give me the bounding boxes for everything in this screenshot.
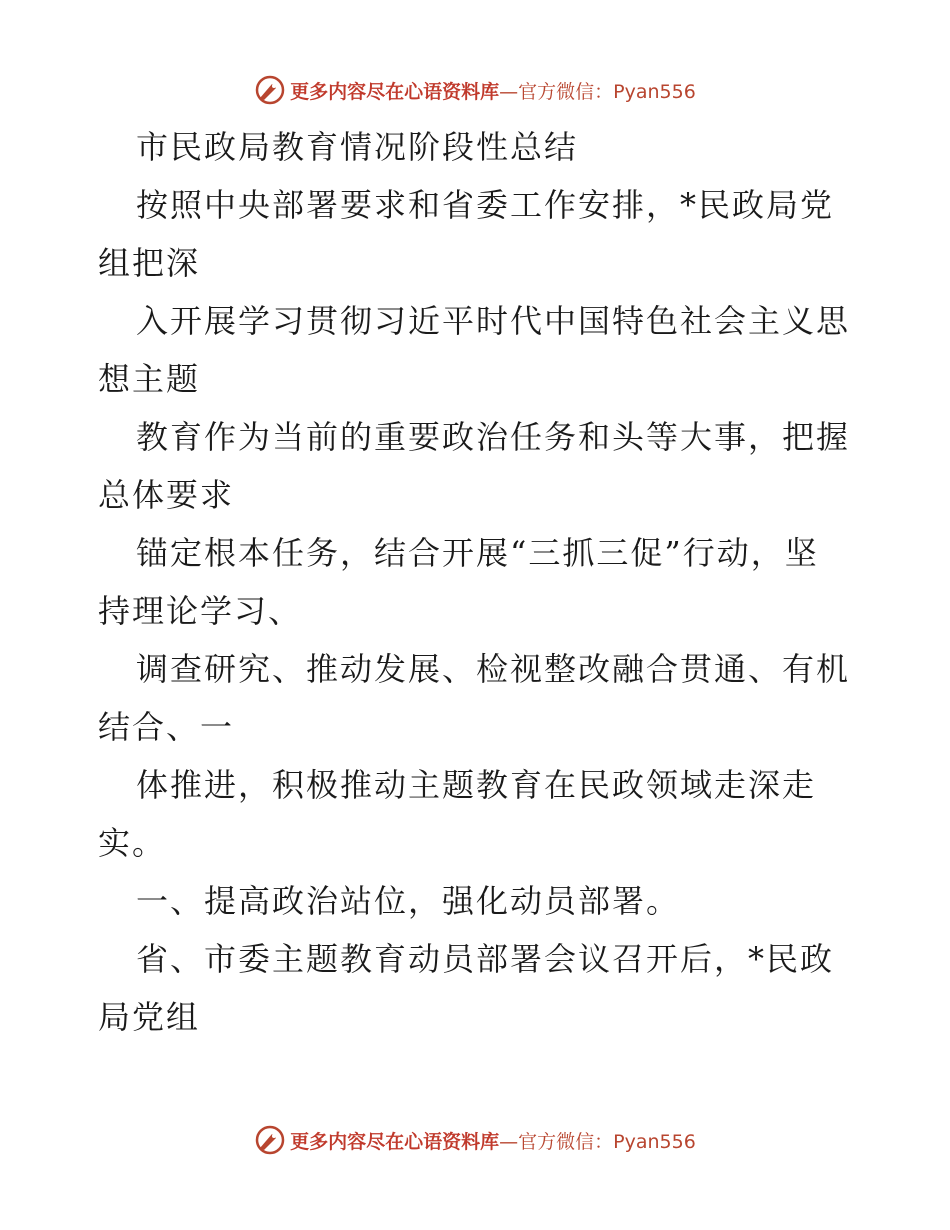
paragraph-line: 体推进，积极推动主题教育在民政领域走深走 bbox=[136, 766, 817, 804]
watermark-wechat: 官方微信：Pyan556 bbox=[518, 1130, 696, 1153]
watermark-brand: 更多内容尽在心语资料库 bbox=[290, 80, 500, 103]
section-heading: 一、提高政治站位，强化动员部署。 bbox=[136, 882, 681, 920]
paragraph-line: 局党组 bbox=[98, 998, 201, 1036]
watermark-dash: — bbox=[499, 80, 519, 103]
watermark-text bbox=[290, 1127, 696, 1154]
document-body bbox=[98, 118, 858, 1046]
watermark-dash: — bbox=[499, 1130, 519, 1153]
paragraph-line: 持理论学习、 bbox=[98, 592, 303, 630]
paragraph-line: 调查研究、推动发展、检视整改融合贯通、有机 bbox=[136, 650, 851, 688]
pen-nib-logo-icon bbox=[254, 74, 286, 106]
document-title: 市民政局教育情况阶段性总结 bbox=[136, 128, 579, 166]
header-watermark bbox=[0, 70, 950, 110]
paragraph-line: 入开展学习贯彻习近平时代中国特色社会主义思 bbox=[136, 302, 851, 340]
paragraph-line: 总体要求 bbox=[98, 476, 235, 514]
watermark-text bbox=[290, 77, 696, 104]
paragraph-line: 省、市委主题教育动员部署会议召开后，*民政 bbox=[136, 940, 835, 978]
paragraph-line: 教育作为当前的重要政治任务和头等大事，把握 bbox=[136, 418, 851, 456]
footer-watermark bbox=[0, 1120, 950, 1160]
paragraph-line: 结合、一 bbox=[98, 708, 235, 746]
paragraph-line: 组把深 bbox=[98, 244, 201, 282]
pen-nib-logo-icon bbox=[254, 1124, 286, 1156]
paragraph-line: 实。 bbox=[98, 824, 167, 862]
watermark-wechat: 官方微信：Pyan556 bbox=[518, 80, 696, 103]
watermark-brand: 更多内容尽在心语资料库 bbox=[290, 1130, 500, 1153]
paragraph-line: 锚定根本任务，结合开展“三抓三促”行动，坚 bbox=[136, 534, 819, 572]
paragraph-line: 按照中央部署要求和省委工作安排，*民政局党 bbox=[136, 186, 835, 224]
paragraph-line: 想主题 bbox=[98, 360, 201, 398]
